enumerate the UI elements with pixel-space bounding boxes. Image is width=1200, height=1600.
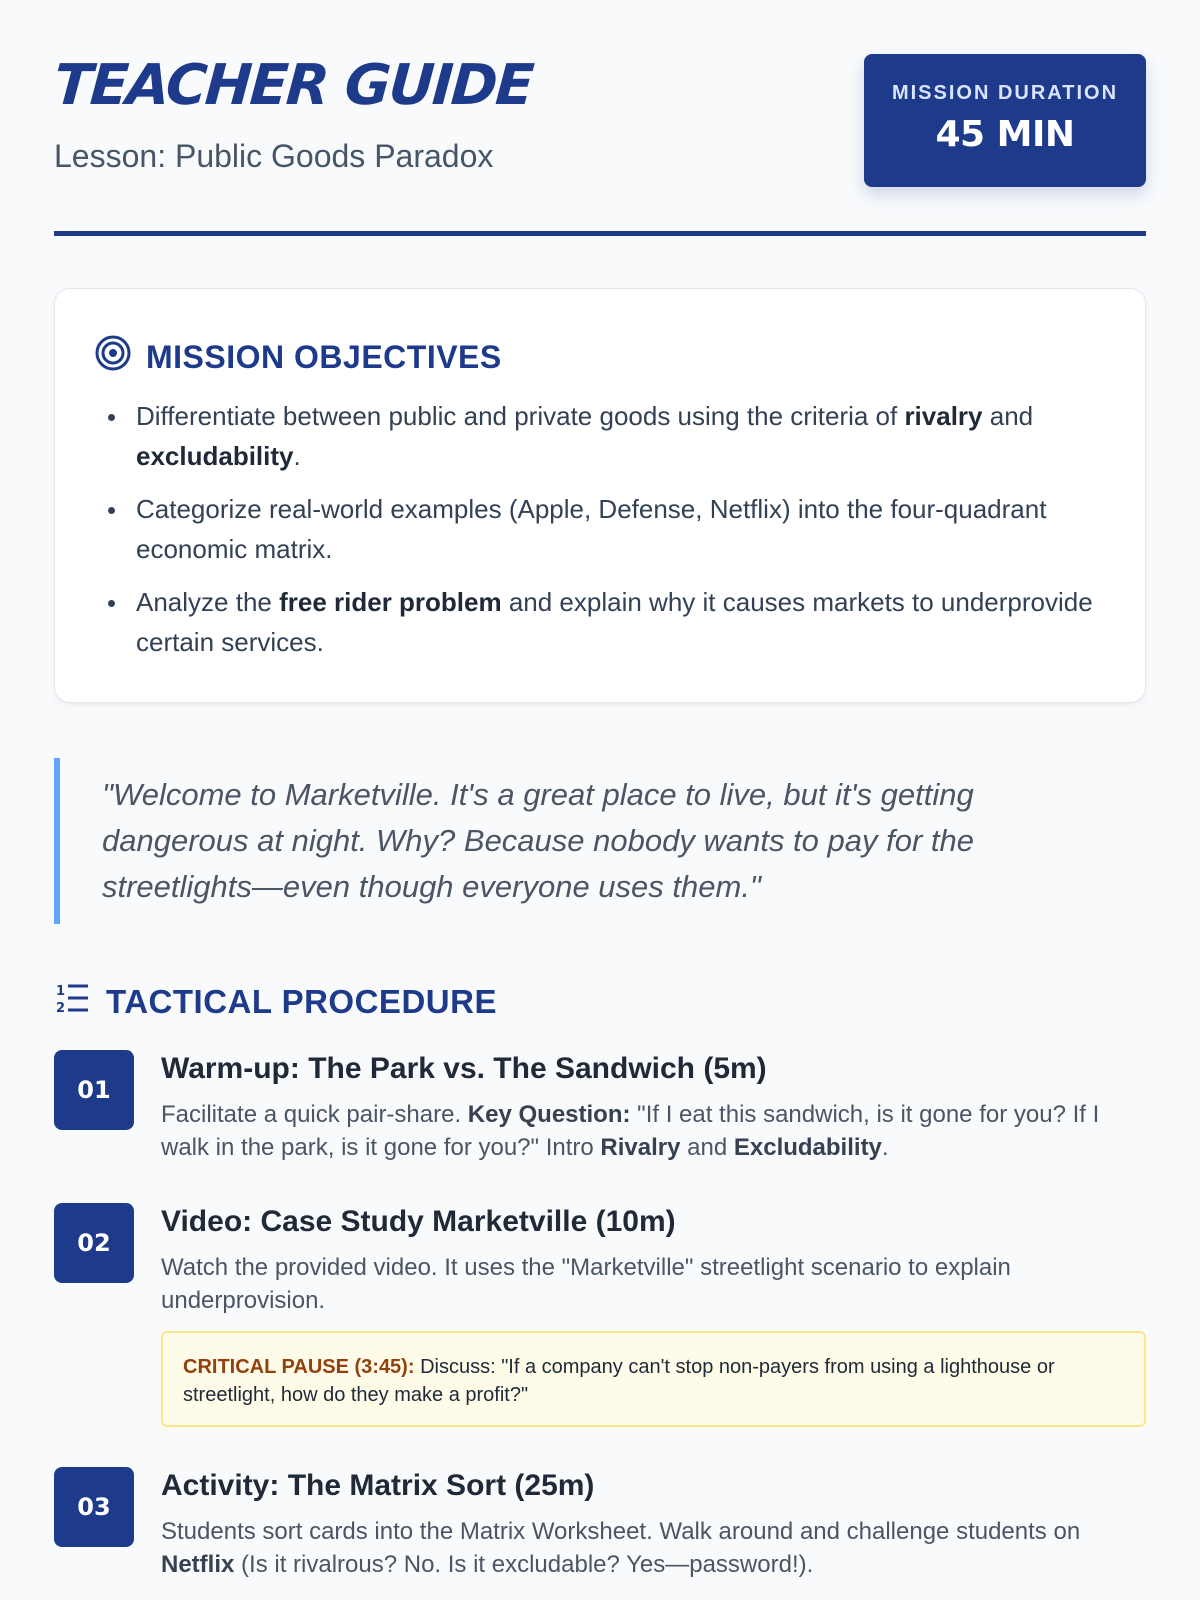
svg-text:1: 1 bbox=[56, 984, 66, 999]
duration-label: MISSION DURATION bbox=[891, 82, 1119, 104]
step-number: 01 bbox=[54, 1050, 134, 1130]
objectives-heading-text: MISSION OBJECTIVES bbox=[146, 338, 502, 375]
critical-pause-callout bbox=[161, 1331, 1146, 1427]
duration-value: 45 MIN bbox=[935, 114, 1075, 155]
objective-item bbox=[82, 396, 1102, 476]
step-bold: Rivalry bbox=[600, 1134, 681, 1161]
step-number: 02 bbox=[54, 1203, 134, 1283]
callout-label: CRITICAL PAUSE (3:45): bbox=[183, 1356, 415, 1378]
step-description bbox=[161, 1098, 1146, 1164]
scenario-quote: "Welcome to Marketville. It's a great place to live, but it's getting dangerous at night. Why? Because nobody wants to pay for the streetlights—even though everyone uses them." bbox=[54, 758, 1054, 924]
objective-text: and explain why it causes markets to underprovide certain services. bbox=[136, 587, 1093, 657]
step-text: Watch the provided video. It uses the "Marketville" streetlight scenario to explain underprovision. bbox=[161, 1254, 1011, 1314]
objective-text: Differentiate between public and private goods using the criteria of bbox=[136, 401, 905, 431]
svg-text:2: 2 bbox=[56, 1001, 66, 1016]
numbered-list-icon bbox=[54, 980, 90, 1024]
objective-text: Categorize real-world examples (Apple, Defense, Netflix) into the four-quadrant economic matrix. bbox=[136, 494, 1047, 564]
step-title: Warm-up: The Park vs. The Sandwich (5m) bbox=[161, 1052, 767, 1085]
step-text: "If I eat this sandwich, is it gone for you? If I walk in the park, is it gone for you?" Intro bbox=[161, 1101, 1100, 1161]
step-title: Activity: The Matrix Sort (25m) bbox=[161, 1469, 595, 1502]
objectives-heading bbox=[96, 334, 502, 380]
step-description bbox=[161, 1515, 1146, 1581]
page-title: TEACHER GUIDE bbox=[51, 53, 535, 118]
procedure-heading bbox=[54, 980, 497, 1024]
step-title: Video: Case Study Marketville (10m) bbox=[161, 1205, 676, 1238]
step-text: Facilitate a quick pair-share. bbox=[161, 1101, 468, 1128]
step-text: . bbox=[881, 1134, 889, 1161]
step-bold: Netflix bbox=[161, 1551, 235, 1578]
objective-bold: rivalry bbox=[904, 401, 983, 431]
objective-item bbox=[82, 489, 1102, 569]
objective-bold: free rider problem bbox=[279, 587, 502, 617]
target-icon bbox=[94, 334, 132, 380]
mission-duration-badge bbox=[864, 54, 1146, 187]
objective-text: Analyze the bbox=[136, 587, 280, 617]
callout-text: Discuss: "If a company can't stop non-payers from using a lighthouse or streetlight, how do they make a profit?" bbox=[183, 1356, 1055, 1406]
objectives-list bbox=[82, 396, 1102, 675]
objective-text: . bbox=[293, 441, 301, 471]
step-description bbox=[161, 1251, 1146, 1317]
step-number: 03 bbox=[54, 1467, 134, 1547]
step-text: and bbox=[680, 1134, 734, 1161]
page-header bbox=[51, 0, 1146, 236]
step-text: (Is it rivalrous? No. Is it excludable? Yes—password!). bbox=[234, 1551, 814, 1578]
step-text: Students sort cards into the Matrix Worksheet. Walk around and challenge students on bbox=[161, 1518, 1081, 1545]
procedure-heading-text: TACTICAL PROCEDURE bbox=[106, 983, 497, 1020]
objective-text: and bbox=[982, 401, 1034, 431]
step-bold: Key Question: bbox=[467, 1101, 631, 1128]
step-bold: Excludability bbox=[733, 1134, 882, 1161]
lesson-subtitle: Lesson: Public Goods Paradox bbox=[54, 138, 494, 174]
objective-item bbox=[82, 582, 1102, 662]
objective-bold: excludability bbox=[136, 441, 294, 471]
